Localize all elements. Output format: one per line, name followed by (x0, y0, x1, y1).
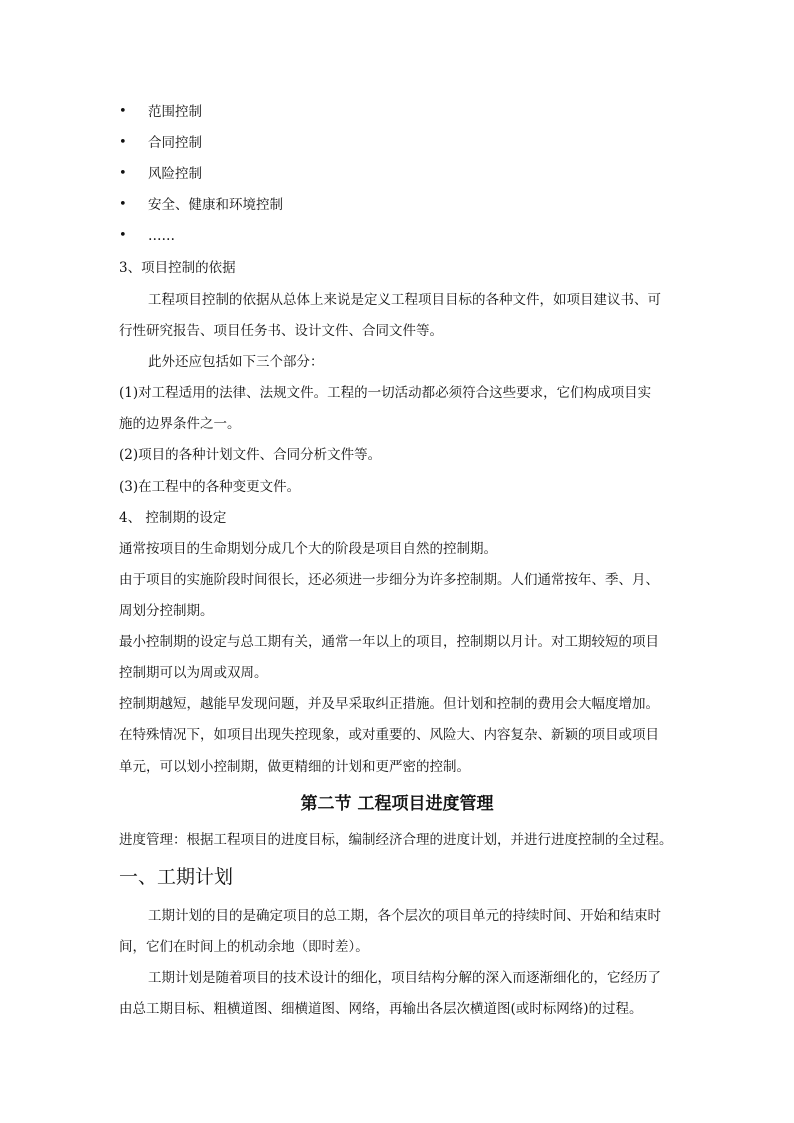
paragraph-line: 间，它们在时间上的机动余地（即时差）。 (119, 939, 369, 955)
paragraph-line: 工期计划的目的是确定项目的总工期，各个层次的项目单元的持续时间、开始和结束时 (148, 908, 661, 924)
list-item-1-cont: 施的边界条件之一。 (119, 416, 241, 432)
bullet-text: 安全、健康和环境控制 (148, 197, 283, 213)
bullet-dot: • (119, 197, 127, 212)
paragraph-line: 控制期可以为周或双周。 (119, 665, 268, 681)
bullet-dot: • (119, 135, 127, 150)
paragraph-line: 最小控制期的设定与总工期有关，通常一年以上的项目，控制期以月计。对工期较短的项目 (119, 634, 659, 650)
paragraph-line: 行性研究报告、项目任务书、设计文件、合同文件等。 (119, 323, 443, 339)
definition-line: 进度管理：根据工程项目的进度目标，编制经济合理的进度计划，并进行进度控制的全过程。 (119, 832, 673, 848)
bullet-dot: • (119, 166, 127, 181)
paragraph-line: 通常按项目的生命期划分成几个大的阶段是项目自然的控制期。 (119, 541, 497, 557)
paragraph-line: 控制期越短，越能早发现问题，并及早采取纠正措施。但计划和控制的费用会大幅度增加。 (119, 696, 659, 712)
paragraph-line: 由于项目的实施阶段时间很长，还必须进一步细分为许多控制期。人们通常按年、季、月、 (119, 572, 659, 588)
bullet-dot: • (119, 104, 127, 119)
list-item-3: (3)在工程中的各种变更文件。 (119, 479, 301, 495)
bullet-text: 风险控制 (148, 166, 202, 182)
part1-heading: 一、工期计划 (119, 866, 234, 888)
section3-heading: 3、项目控制的依据 (119, 260, 236, 276)
list-item-2: (2)项目的各种计划文件、合同分析文件等。 (119, 447, 382, 463)
list-item-1: (1)对工程适用的法律、法规文件。工程的一切活动都必须符合这些要求，它们构成项目实 (119, 385, 652, 401)
paragraph-line: 单元，可以划小控制期，做更精细的计划和更严密的控制。 (119, 759, 470, 775)
bullet-text: 合同控制 (148, 135, 202, 151)
bullet-dot: • (119, 228, 127, 243)
bullet-text: …… (148, 228, 175, 244)
paragraph-line: 在特殊情况下，如项目出现失控现象，或对重要的、风险大、内容复杂、新颖的项目或项目 (119, 727, 659, 743)
paragraph-line: 由总工期目标、粗横道图、细横道图、网络，再输出各层次横道图(或时标网络)的过程。 (119, 1001, 643, 1017)
paragraph-line: 周划分控制期。 (119, 603, 214, 619)
section4-heading: 4、 控制期的设定 (119, 510, 227, 526)
section-title: 第二节 工程项目进度管理 (300, 794, 494, 814)
bullet-text: 范围控制 (148, 104, 202, 120)
paragraph-line: 工期计划是随着项目的技术设计的细化，项目结构分解的深入而逐渐细化的，它经历了 (148, 970, 661, 986)
paragraph-line: 此外还应包括如下三个部分： (148, 354, 324, 370)
paragraph-line: 工程项目控制的依据从总体上来说是定义工程项目目标的各种文件，如项目建议书、可 (148, 292, 661, 308)
